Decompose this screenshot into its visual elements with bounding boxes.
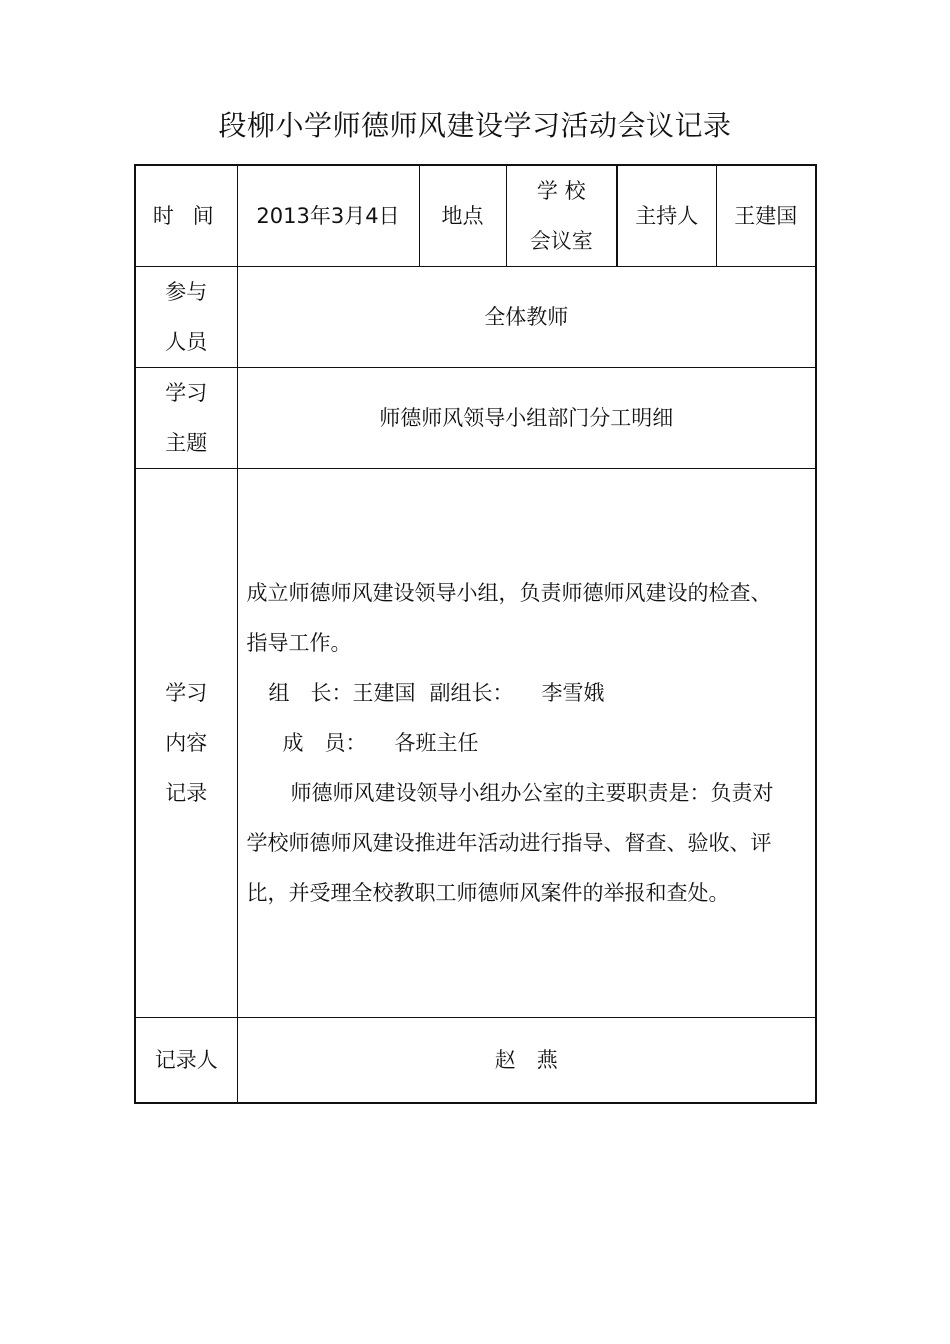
meeting-record-table <box>134 164 817 1104</box>
members-line <box>247 718 808 768</box>
header-row <box>135 165 816 267</box>
duty-line2: 学校师德师风建设推进年活动进行指导、督查、验收、评 <box>246 831 772 855</box>
location-line1: 学 校 <box>536 179 586 203</box>
host-label: 主持人 <box>617 165 716 267</box>
host-value: 王建国 <box>716 165 816 267</box>
time-label: 时 间 <box>135 165 237 267</box>
members-value: 各班主任 <box>394 731 479 755</box>
recorder-row <box>135 1018 816 1104</box>
members-label: 成 员： <box>282 731 367 755</box>
recorder-label: 记录人 <box>135 1018 237 1104</box>
deputy-label: 副组长： <box>429 681 514 705</box>
document-title: 段柳小学师德师风建设学习活动会议记录 <box>218 109 732 142</box>
duty-line3: 比，并受理全校教职工师德师风案件的举报和查处。 <box>246 881 730 905</box>
recorder-value: 赵 燕 <box>237 1018 816 1104</box>
content-row <box>135 469 816 1018</box>
topic-row <box>135 368 816 469</box>
attendees-row <box>135 267 816 368</box>
leader-label: 组 长： <box>268 681 353 705</box>
attendees-label: 参与 人员 <box>135 267 237 368</box>
leader-name: 王建国 <box>352 681 416 705</box>
intro-line2: 指导工作。 <box>246 631 352 655</box>
topic-value: 师德师风领导小组部门分工明细 <box>237 368 816 469</box>
intro-line1: 成立师德师风建设领导小组，负责师德师风建设的检查、 <box>246 581 772 605</box>
location-value <box>506 165 617 267</box>
location-label: 地点 <box>419 165 506 267</box>
leader-line <box>247 668 808 718</box>
attendees-value: 全体教师 <box>237 267 816 368</box>
meeting-date: 2013年3月4日 <box>237 165 419 267</box>
topic-label: 学习 主题 <box>135 368 237 469</box>
duty-line1: 师德师风建设领导小组办公室的主要职责是：负责对 <box>290 781 774 805</box>
content-label: 学习 内容 记录 <box>135 469 237 1018</box>
content-body <box>237 469 816 1018</box>
deputy-name: 李雪娥 <box>541 681 605 705</box>
location-line2: 会议室 <box>529 229 593 253</box>
